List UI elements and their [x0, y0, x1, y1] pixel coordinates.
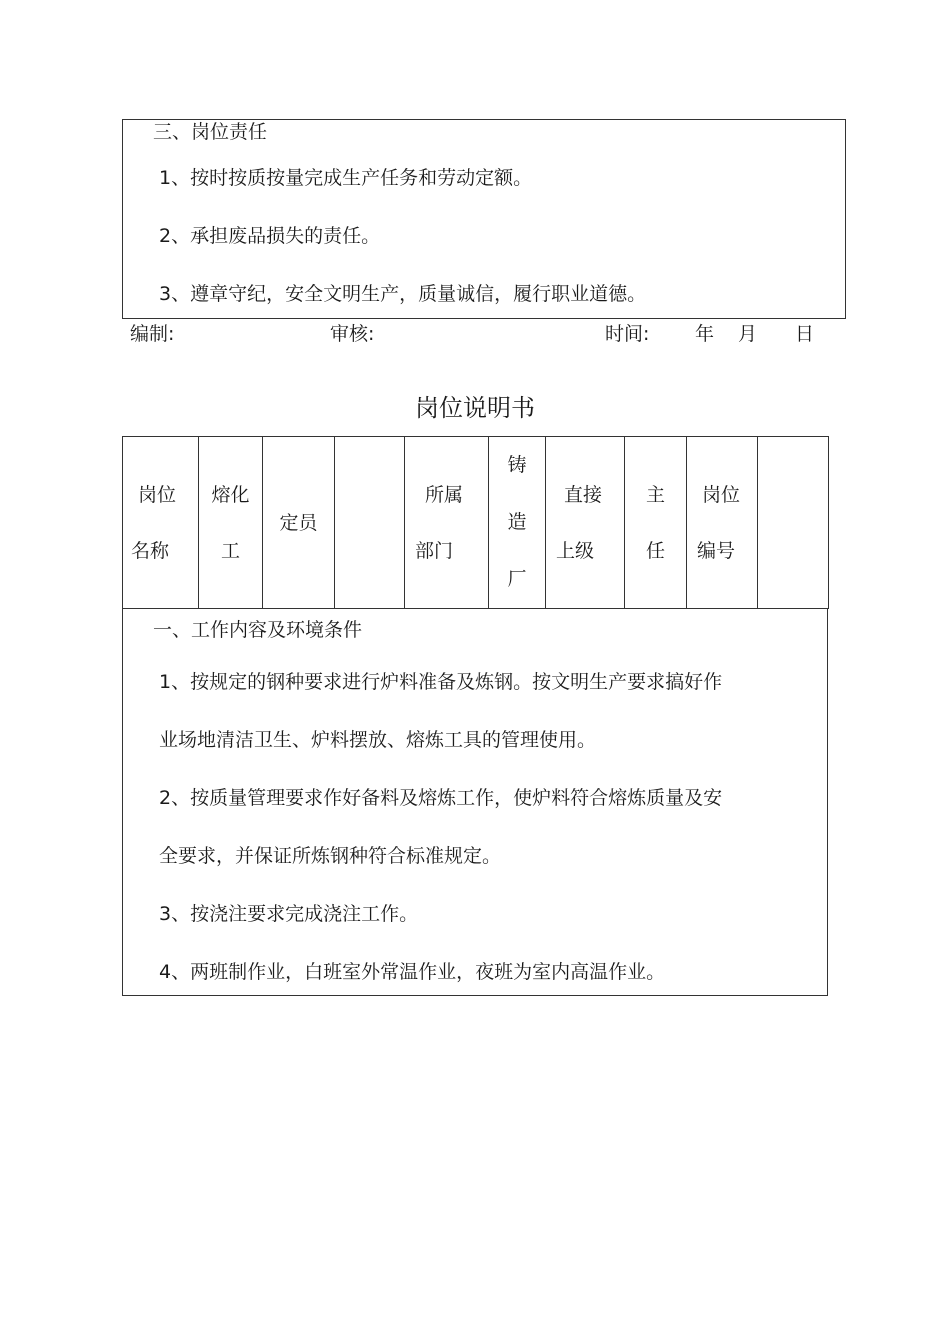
dept-label-cell — [405, 437, 489, 609]
quota-label-cell — [263, 437, 335, 609]
time-label: 时间: — [605, 323, 650, 345]
reviewer-label: 审核: — [330, 323, 375, 345]
day-label: 日 — [795, 323, 815, 345]
post-no-label-line: 岗位 — [702, 483, 741, 506]
dept-label-line: 部门 — [415, 539, 454, 562]
work-content-line: 业场地清洁卫生、炉料摆放、熔炼工具的管理使用。 — [159, 729, 597, 751]
responsibility-section — [122, 119, 846, 319]
compiler-label: 编制: — [130, 323, 175, 345]
post-name-label-line: 名称 — [131, 539, 170, 562]
year-label: 年 — [695, 323, 715, 345]
responsibility-item: 2、承担废品损失的责任。 — [159, 225, 381, 247]
superior-value-line: 任 — [645, 539, 665, 562]
dept-value-cell — [489, 437, 546, 609]
post-no-label-cell — [687, 437, 758, 609]
document-title: 岗位说明书 — [415, 394, 535, 422]
month-label: 月 — [738, 323, 758, 345]
post-name-label-line: 岗位 — [138, 483, 177, 506]
post-name-value-cell — [199, 437, 263, 609]
work-content-line: 2、按质量管理要求作好备料及熔炼工作，使炉料符合熔炼质量及安 — [159, 787, 723, 809]
post-info-table — [122, 436, 829, 609]
responsibility-item: 1、按时按质按量完成生产任务和劳动定额。 — [159, 167, 533, 189]
dept-label-line: 所属 — [425, 483, 464, 506]
post-no-label-line: 编号 — [697, 539, 736, 562]
section-heading: 一、工作内容及环境条件 — [153, 619, 363, 641]
post-name-label-cell — [123, 437, 199, 609]
work-content-line: 4、两班制作业，白班室外常温作业，夜班为室内高温作业。 — [159, 961, 666, 983]
work-content-line: 3、按浇注要求完成浇注工作。 — [159, 903, 419, 925]
superior-value-cell — [625, 437, 687, 609]
dept-value-line: 造 — [507, 511, 527, 533]
quota-label: 定员 — [279, 511, 318, 534]
superior-label-cell — [546, 437, 625, 609]
dept-value-line: 厂 — [507, 568, 527, 590]
superior-label-line: 上级 — [556, 539, 595, 562]
responsibility-item: 3、遵章守纪，安全文明生产，质量诚信，履行职业道德。 — [159, 283, 647, 305]
section-heading: 三、岗位责任 — [153, 121, 268, 143]
work-content-line: 全要求，并保证所炼钢种符合标准规定。 — [159, 845, 502, 867]
quota-value-cell — [335, 437, 405, 609]
superior-label-line: 直接 — [564, 483, 603, 506]
superior-value-line: 主 — [645, 483, 665, 506]
post-no-value-cell — [758, 437, 829, 609]
post-name-value-line: 工 — [220, 539, 240, 562]
work-content-line: 1、按规定的钢种要求进行炉料准备及炼钢。按文明生产要求搞好作 — [159, 671, 723, 693]
post-name-value-line: 熔化 — [211, 483, 250, 506]
dept-value-line: 铸 — [507, 454, 527, 476]
work-content-section — [122, 608, 828, 996]
